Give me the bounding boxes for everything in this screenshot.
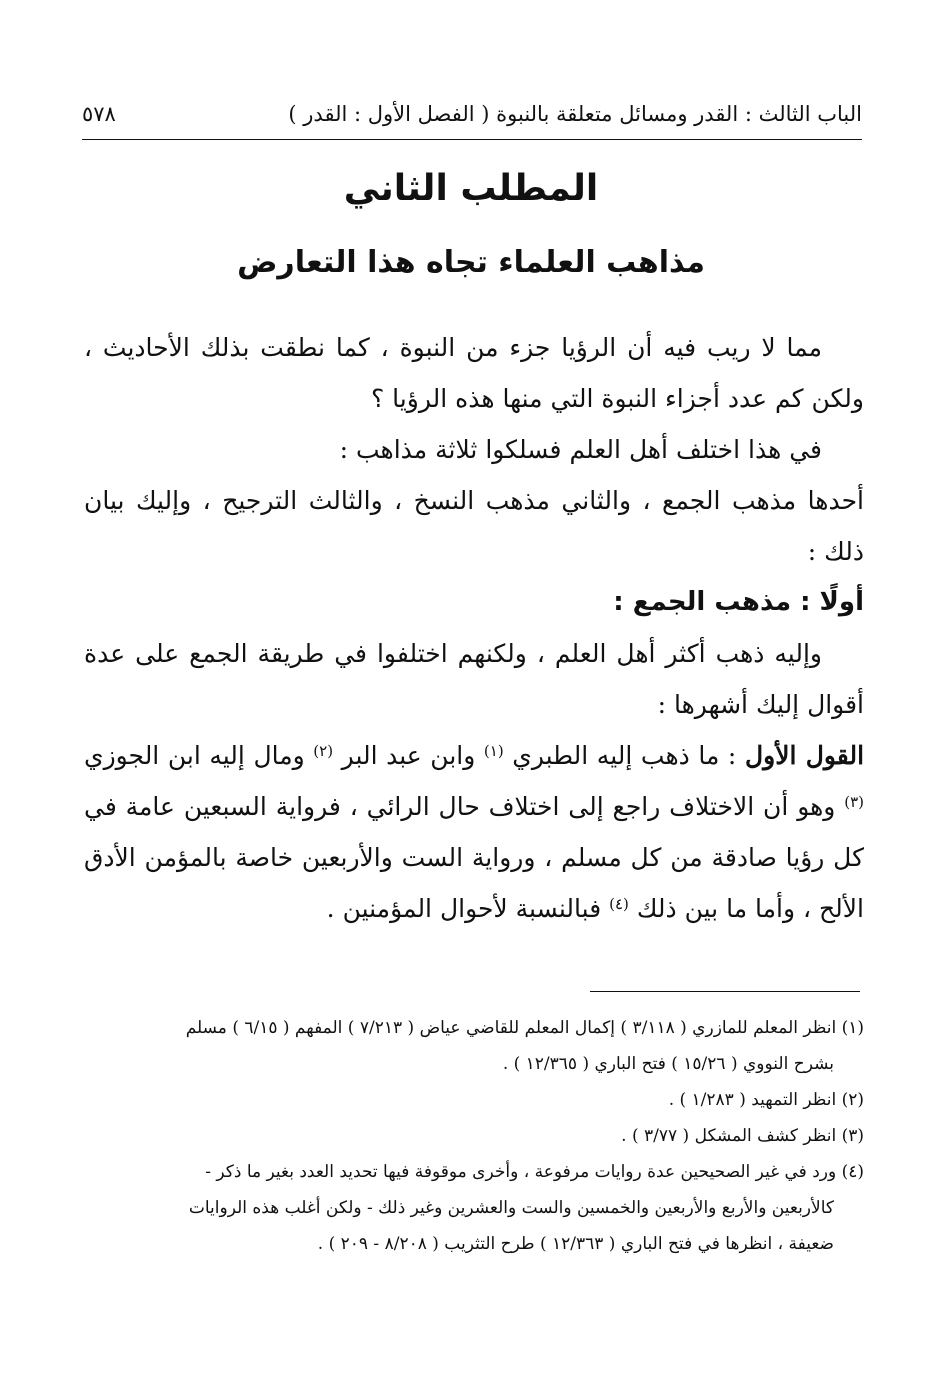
main-text bbox=[84, 322, 864, 934]
first-opinion-lead: القول الأول bbox=[744, 741, 865, 770]
paragraph-4: وإليه ذهب أكثر أهل العلم ، ولكنهم اختلفوا في طريقة الجمع على عدة أقوال إليك أشهرها : bbox=[84, 639, 864, 719]
footnote-4-line-2: كالأربعين والأربع والأربعين والخمسين والست والعشرين وغير ذلك - ولكن أغلب هذه الروايات bbox=[188, 1198, 834, 1218]
footnote-2: (٢) انظر التمهيد ( ١/٢٨٣ ) . bbox=[668, 1090, 864, 1110]
footnote-marker-3[interactable]: (٣) bbox=[844, 793, 864, 811]
paragraph-1: مما لا ريب فيه أن الرؤيا جزء من النبوة ، كما نطقت بذلك الأحاديث ، ولكن كم عدد أجزاء النبوة التي منها هذه الرؤيا ؟ bbox=[84, 333, 864, 413]
section-subtitle: مذاهب العلماء تجاه هذا التعارض bbox=[237, 245, 705, 280]
footnote-4-line-1: (٤) ورد في غير الصحيحين عدة روايات مرفوعة ، وأخرى موقوفة فيها تحديد العدد بغير ما ذكر - bbox=[205, 1162, 864, 1182]
footnotes bbox=[84, 1010, 864, 1262]
header-rule bbox=[82, 139, 862, 140]
footnote-4-line-3: ضعيفة ، انظرها في فتح الباري ( ١٢/٣٦٣ ) طرح التثريب ( ٨/٢٠٨ - ٢٠٩ ) . bbox=[317, 1234, 834, 1254]
page-number: ٥٧٨ bbox=[82, 102, 116, 126]
section-title: المطلب الثاني bbox=[343, 168, 599, 209]
footnote-separator bbox=[590, 991, 860, 992]
footnote-marker-4[interactable]: (٤) bbox=[609, 895, 629, 913]
first-opinion-text-3: ومال إليه ابن الجوزي bbox=[84, 741, 314, 770]
paragraph-2: في هذا اختلف أهل العلم فسلكوا ثلاثة مذاهب : bbox=[339, 435, 822, 464]
footnote-1-line-2: بشرح النووي ( ١٥/٢٦ ) فتح الباري ( ١٢/٣٦٥ ) . bbox=[502, 1054, 834, 1074]
footnote-3: (٣) انظر كشف المشكل ( ٣/٧٧ ) . bbox=[621, 1126, 864, 1146]
heading-first-method: أولًا : مذهب الجمع : bbox=[613, 587, 864, 617]
first-opinion-text-2: وابن عبد البر bbox=[333, 741, 484, 770]
first-opinion-text-5: فبالنسبة لأحوال المؤمنين . bbox=[326, 894, 610, 923]
first-opinion-text-4: وهو أن الاختلاف راجع إلى اختلاف حال الرائي ، فرواية السبعين عامة في كل رؤيا صادقة من كل مسلم ، ورواية الست والأربعين خاصة بالمؤمن الأدق الألح ، وأما ما بين ذلك bbox=[84, 792, 864, 923]
first-opinion-text-1: : ما ذهب إليه الطبري bbox=[503, 741, 745, 770]
footnote-1-line-1: (١) انظر المعلم للمازري ( ٣/١١٨ ) إكمال المعلم للقاضي عياض ( ٧/٢١٣ ) المفهم ( ٦/١٥ ) مسلم bbox=[185, 1018, 864, 1038]
paragraph-first-opinion bbox=[84, 730, 864, 934]
footnote-marker-1[interactable]: (١) bbox=[483, 742, 504, 760]
paragraph-3: أحدها مذهب الجمع ، والثاني مذهب النسخ ، والثالث الترجيح ، وإليك بيان ذلك : bbox=[84, 486, 864, 566]
running-title: الباب الثالث : القدر ومسائل متعلقة بالنبوة ( الفصل الأول : القدر ) bbox=[288, 102, 862, 126]
footnote-marker-2[interactable]: (٢) bbox=[313, 742, 334, 760]
running-header bbox=[82, 96, 862, 132]
